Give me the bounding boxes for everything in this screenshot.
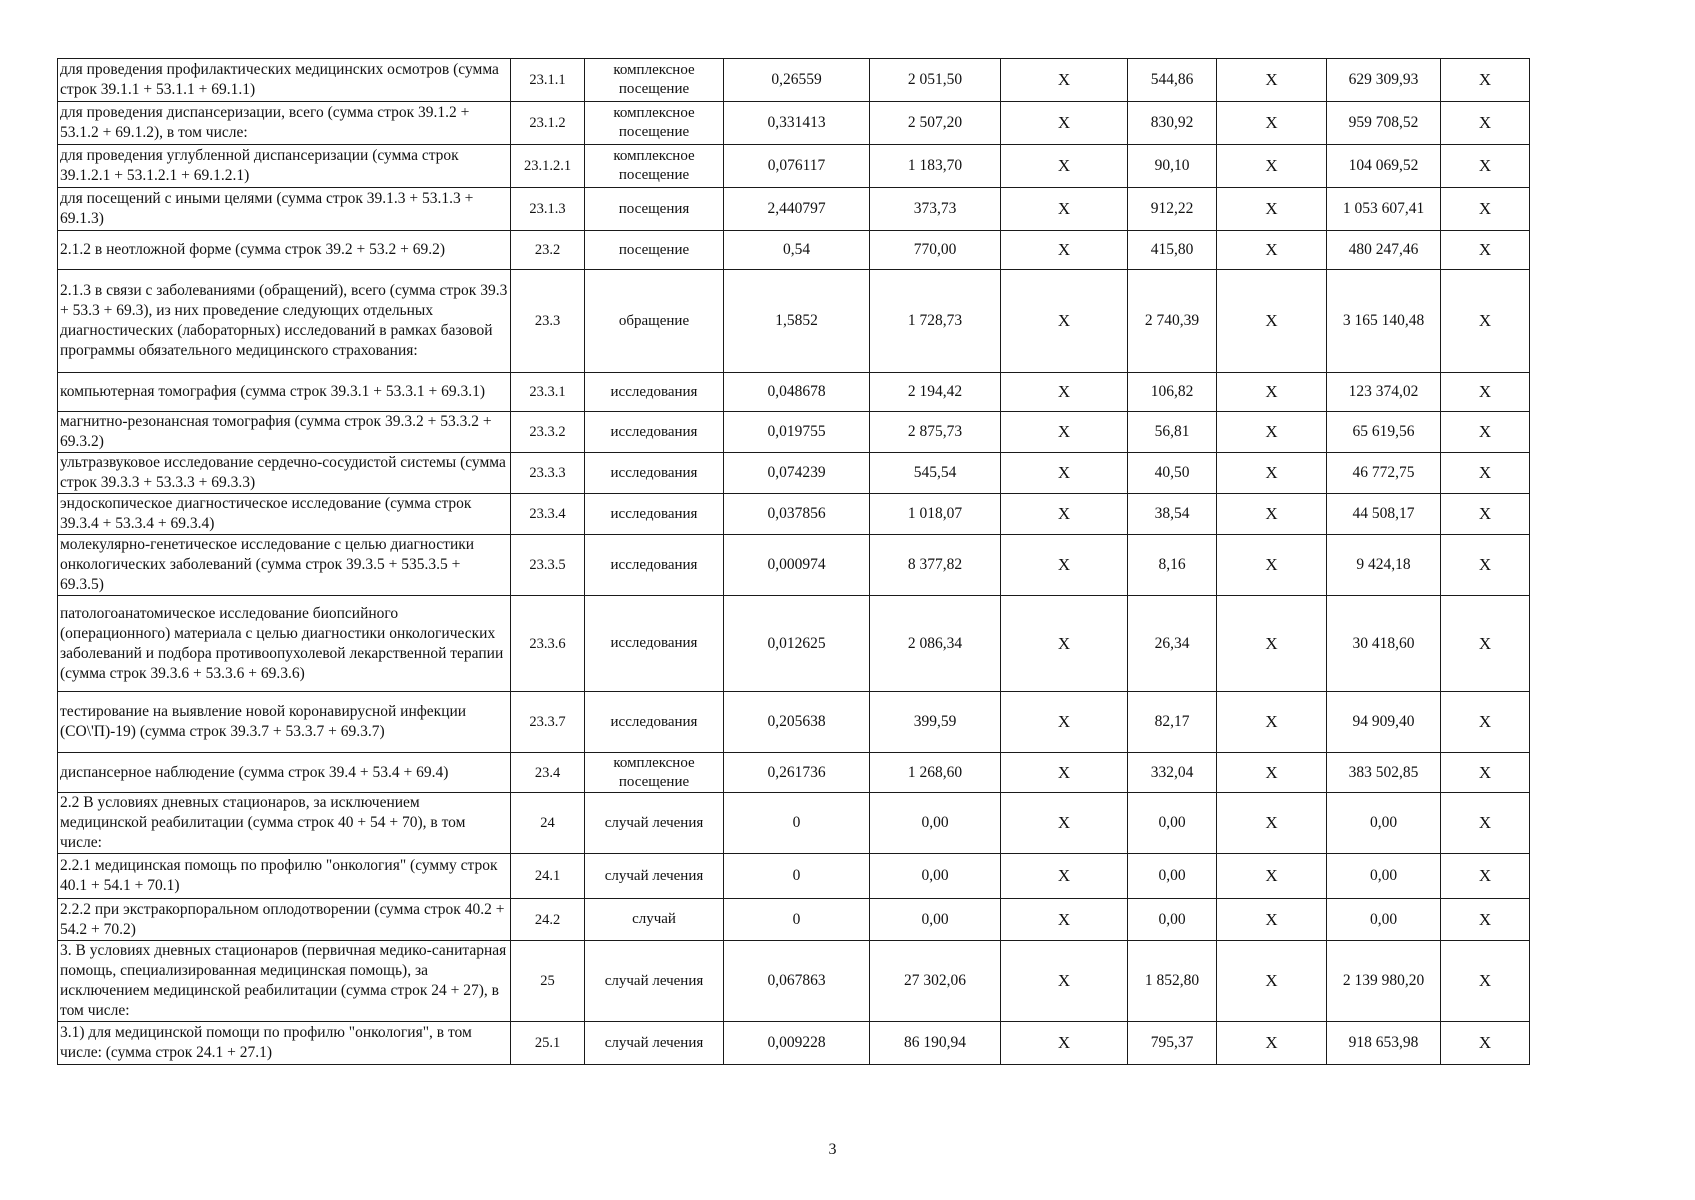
cost-cell: 1 018,07	[870, 494, 1001, 535]
x-mark-cell: Х	[1441, 899, 1530, 941]
per-capita-cell: 0,00	[1128, 793, 1217, 854]
x-mark-cell: Х	[1001, 753, 1128, 793]
norm-cell: 0,019755	[724, 412, 870, 453]
cost-cell: 770,00	[870, 231, 1001, 270]
cost-cell: 1 268,60	[870, 753, 1001, 793]
table-row	[58, 753, 1530, 793]
x-mark-cell: Х	[1217, 494, 1327, 535]
x-mark-cell: Х	[1001, 102, 1128, 145]
norm-cell: 0	[724, 793, 870, 854]
row-code-cell: 23.3.4	[511, 494, 585, 535]
row-code-cell: 24.1	[511, 854, 585, 899]
per-capita-cell: 912,22	[1128, 188, 1217, 231]
total-cell: 0,00	[1327, 854, 1441, 899]
row-name-cell: 2.2.2 при экстракорпоральном оплодотворении (сумма строк 40.2 + 54.2 + 70.2)	[58, 899, 511, 941]
row-name-cell: для проведения углубленной диспансеризации (сумма строк 39.1.2.1 + 53.1.2.1 + 69.1.2.1)	[58, 145, 511, 188]
x-mark-cell: Х	[1217, 453, 1327, 494]
row-code-cell: 23.3.5	[511, 535, 585, 596]
cost-cell: 373,73	[870, 188, 1001, 231]
cost-cell: 545,54	[870, 453, 1001, 494]
x-mark-cell: Х	[1217, 941, 1327, 1022]
cost-table	[57, 58, 1530, 1065]
x-mark-cell: Х	[1001, 373, 1128, 412]
cost-cell: 1 728,73	[870, 270, 1001, 373]
x-mark-cell: Х	[1001, 412, 1128, 453]
table-row	[58, 412, 1530, 453]
norm-cell: 0,074239	[724, 453, 870, 494]
x-mark-cell: Х	[1001, 188, 1128, 231]
row-name-cell: 3. В условиях дневных стационаров (первичная медико-санитарная помощь, специализированная медицинская помощь), за исключением медицинской реабилитации (сумма строк 24 + 27), в том числе:	[58, 941, 511, 1022]
cost-cell: 0,00	[870, 899, 1001, 941]
table-row	[58, 373, 1530, 412]
row-code-cell: 23.3	[511, 270, 585, 373]
table-row	[58, 102, 1530, 145]
table-row	[58, 596, 1530, 692]
x-mark-cell: Х	[1441, 453, 1530, 494]
unit-cell: исследования	[585, 535, 724, 596]
norm-cell: 0,26559	[724, 59, 870, 102]
unit-cell: комплексное посещение	[585, 59, 724, 102]
row-code-cell: 23.1.2	[511, 102, 585, 145]
per-capita-cell: 106,82	[1128, 373, 1217, 412]
cost-cell: 0,00	[870, 793, 1001, 854]
per-capita-cell: 0,00	[1128, 854, 1217, 899]
row-name-cell: для проведения диспансеризации, всего (сумма строк 39.1.2 + 53.1.2 + 69.1.2), в том числе:	[58, 102, 511, 145]
unit-cell: комплексное посещение	[585, 753, 724, 793]
cost-cell: 27 302,06	[870, 941, 1001, 1022]
cost-cell: 2 507,20	[870, 102, 1001, 145]
x-mark-cell: Х	[1441, 102, 1530, 145]
table-row	[58, 793, 1530, 854]
unit-cell: случай лечения	[585, 941, 724, 1022]
x-mark-cell: Х	[1217, 692, 1327, 753]
row-code-cell: 24	[511, 793, 585, 854]
x-mark-cell: Х	[1217, 412, 1327, 453]
x-mark-cell: Х	[1217, 899, 1327, 941]
table-row	[58, 59, 1530, 102]
row-code-cell: 23.3.7	[511, 692, 585, 753]
unit-cell: комплексное посещение	[585, 102, 724, 145]
per-capita-cell: 415,80	[1128, 231, 1217, 270]
unit-cell: исследования	[585, 373, 724, 412]
x-mark-cell: Х	[1001, 231, 1128, 270]
row-code-cell: 23.1.2.1	[511, 145, 585, 188]
x-mark-cell: Х	[1001, 793, 1128, 854]
table-row	[58, 854, 1530, 899]
x-mark-cell: Х	[1217, 753, 1327, 793]
total-cell: 959 708,52	[1327, 102, 1441, 145]
x-mark-cell: Х	[1441, 412, 1530, 453]
total-cell: 383 502,85	[1327, 753, 1441, 793]
row-code-cell: 25	[511, 941, 585, 1022]
x-mark-cell: Х	[1217, 854, 1327, 899]
per-capita-cell: 40,50	[1128, 453, 1217, 494]
x-mark-cell: Х	[1441, 854, 1530, 899]
unit-cell: случай лечения	[585, 793, 724, 854]
x-mark-cell: Х	[1441, 494, 1530, 535]
per-capita-cell: 38,54	[1128, 494, 1217, 535]
cost-cell: 86 190,94	[870, 1022, 1001, 1065]
table-row	[58, 453, 1530, 494]
unit-cell: случай лечения	[585, 1022, 724, 1065]
total-cell: 480 247,46	[1327, 231, 1441, 270]
row-code-cell: 25.1	[511, 1022, 585, 1065]
per-capita-cell: 544,86	[1128, 59, 1217, 102]
row-name-cell: магнитно-резонансная томография (сумма строк 39.3.2 + 53.3.2 + 69.3.2)	[58, 412, 511, 453]
unit-cell: посещение	[585, 231, 724, 270]
row-code-cell: 23.2	[511, 231, 585, 270]
table-row	[58, 188, 1530, 231]
x-mark-cell: Х	[1001, 494, 1128, 535]
norm-cell: 0,012625	[724, 596, 870, 692]
norm-cell: 0	[724, 854, 870, 899]
row-code-cell: 23.3.2	[511, 412, 585, 453]
norm-cell: 0,205638	[724, 692, 870, 753]
row-name-cell: 2.1.2 в неотложной форме (сумма строк 39.2 + 53.2 + 69.2)	[58, 231, 511, 270]
row-code-cell: 23.3.6	[511, 596, 585, 692]
total-cell: 3 165 140,48	[1327, 270, 1441, 373]
per-capita-cell: 830,92	[1128, 102, 1217, 145]
norm-cell: 1,5852	[724, 270, 870, 373]
x-mark-cell: Х	[1001, 453, 1128, 494]
row-name-cell: 2.2.1 медицинская помощь по профилю "онкология" (сумму строк 40.1 + 54.1 + 70.1)	[58, 854, 511, 899]
norm-cell: 0,000974	[724, 535, 870, 596]
x-mark-cell: Х	[1001, 854, 1128, 899]
x-mark-cell: Х	[1217, 373, 1327, 412]
row-name-cell: молекулярно-генетическое исследование с целью диагностики онкологических заболеваний (сумма строк 39.3.5 + 535.3.5 + 69.3.5)	[58, 535, 511, 596]
per-capita-cell: 56,81	[1128, 412, 1217, 453]
x-mark-cell: Х	[1001, 596, 1128, 692]
x-mark-cell: Х	[1001, 59, 1128, 102]
norm-cell: 0,037856	[724, 494, 870, 535]
x-mark-cell: Х	[1441, 145, 1530, 188]
x-mark-cell: Х	[1441, 941, 1530, 1022]
unit-cell: исследования	[585, 596, 724, 692]
unit-cell: посещения	[585, 188, 724, 231]
table-row	[58, 692, 1530, 753]
total-cell: 629 309,93	[1327, 59, 1441, 102]
row-name-cell: ультразвуковое исследование сердечно-сосудистой системы (сумма строк 39.3.3 + 53.3.3 + 69.3.3)	[58, 453, 511, 494]
table-row	[58, 1022, 1530, 1065]
page-number: 3	[828, 1141, 837, 1158]
x-mark-cell: Х	[1441, 535, 1530, 596]
row-code-cell: 23.4	[511, 753, 585, 793]
total-cell: 0,00	[1327, 899, 1441, 941]
per-capita-cell: 26,34	[1128, 596, 1217, 692]
total-cell: 1 053 607,41	[1327, 188, 1441, 231]
x-mark-cell: Х	[1441, 231, 1530, 270]
norm-cell: 0,048678	[724, 373, 870, 412]
unit-cell: комплексное посещение	[585, 145, 724, 188]
x-mark-cell: Х	[1217, 188, 1327, 231]
row-name-cell: 2.1.3 в связи с заболеваниями (обращений), всего (сумма строк 39.3 + 53.3 + 69.3), из них проведение следующих отдельных диагностических (лабораторных) исследований в рамках базовой программы обязательного медицинского страхования:	[58, 270, 511, 373]
total-cell: 44 508,17	[1327, 494, 1441, 535]
x-mark-cell: Х	[1217, 535, 1327, 596]
x-mark-cell: Х	[1441, 270, 1530, 373]
row-name-cell: диспансерное наблюдение (сумма строк 39.4 + 53.4 + 69.4)	[58, 753, 511, 793]
total-cell: 918 653,98	[1327, 1022, 1441, 1065]
x-mark-cell: Х	[1001, 535, 1128, 596]
x-mark-cell: Х	[1001, 145, 1128, 188]
table-row	[58, 941, 1530, 1022]
table-row	[58, 494, 1530, 535]
x-mark-cell: Х	[1441, 692, 1530, 753]
norm-cell: 0,076117	[724, 145, 870, 188]
cost-cell: 2 086,34	[870, 596, 1001, 692]
x-mark-cell: Х	[1001, 899, 1128, 941]
cost-cell: 1 183,70	[870, 145, 1001, 188]
per-capita-cell: 2 740,39	[1128, 270, 1217, 373]
total-cell: 30 418,60	[1327, 596, 1441, 692]
x-mark-cell: Х	[1441, 1022, 1530, 1065]
total-cell: 0,00	[1327, 793, 1441, 854]
per-capita-cell: 90,10	[1128, 145, 1217, 188]
row-name-cell: 3.1) для медицинской помощи по профилю "онкология", в том числе: (сумма строк 24.1 + 27.1)	[58, 1022, 511, 1065]
x-mark-cell: Х	[1217, 793, 1327, 854]
norm-cell: 0,067863	[724, 941, 870, 1022]
row-name-cell: для проведения профилактических медицинских осмотров (сумма строк 39.1.1 + 53.1.1 + 69.1.1)	[58, 59, 511, 102]
x-mark-cell: Х	[1217, 270, 1327, 373]
table-row	[58, 145, 1530, 188]
per-capita-cell: 0,00	[1128, 899, 1217, 941]
per-capita-cell: 1 852,80	[1128, 941, 1217, 1022]
table-row	[58, 899, 1530, 941]
norm-cell: 0	[724, 899, 870, 941]
unit-cell: исследования	[585, 412, 724, 453]
row-name-cell: компьютерная томография (сумма строк 39.3.1 + 53.3.1 + 69.3.1)	[58, 373, 511, 412]
total-cell: 123 374,02	[1327, 373, 1441, 412]
cost-cell: 0,00	[870, 854, 1001, 899]
per-capita-cell: 82,17	[1128, 692, 1217, 753]
row-code-cell: 24.2	[511, 899, 585, 941]
table-body	[58, 59, 1530, 1065]
norm-cell: 2,440797	[724, 188, 870, 231]
x-mark-cell: Х	[1441, 188, 1530, 231]
x-mark-cell: Х	[1217, 596, 1327, 692]
cost-cell: 2 875,73	[870, 412, 1001, 453]
x-mark-cell: Х	[1217, 102, 1327, 145]
total-cell: 46 772,75	[1327, 453, 1441, 494]
per-capita-cell: 8,16	[1128, 535, 1217, 596]
per-capita-cell: 795,37	[1128, 1022, 1217, 1065]
x-mark-cell: Х	[1001, 270, 1128, 373]
table-row	[58, 270, 1530, 373]
unit-cell: случай лечения	[585, 854, 724, 899]
row-code-cell: 23.1.3	[511, 188, 585, 231]
x-mark-cell: Х	[1441, 793, 1530, 854]
unit-cell: исследования	[585, 494, 724, 535]
total-cell: 94 909,40	[1327, 692, 1441, 753]
norm-cell: 0,331413	[724, 102, 870, 145]
cost-cell: 2 051,50	[870, 59, 1001, 102]
total-cell: 104 069,52	[1327, 145, 1441, 188]
row-name-cell: эндоскопическое диагностическое исследование (сумма строк 39.3.4 + 53.3.4 + 69.3.4)	[58, 494, 511, 535]
x-mark-cell: Х	[1001, 941, 1128, 1022]
norm-cell: 0,261736	[724, 753, 870, 793]
row-name-cell: тестирование на выявление новой коронавирусной инфекции (CO\'П)-19) (сумма строк 39.3.7 + 53.3.7 + 69.3.7)	[58, 692, 511, 753]
table-row	[58, 231, 1530, 270]
x-mark-cell: Х	[1217, 1022, 1327, 1065]
row-name-cell: для посещений с иными целями (сумма строк 39.1.3 + 53.1.3 + 69.1.3)	[58, 188, 511, 231]
table-row	[58, 535, 1530, 596]
x-mark-cell: Х	[1441, 373, 1530, 412]
x-mark-cell: Х	[1001, 1022, 1128, 1065]
row-code-cell: 23.3.3	[511, 453, 585, 494]
norm-cell: 0,54	[724, 231, 870, 270]
row-code-cell: 23.1.1	[511, 59, 585, 102]
row-name-cell: 2.2 В условиях дневных стационаров, за исключением медицинской реабилитации (сумма строк 40 + 54 + 70), в том числе:	[58, 793, 511, 854]
x-mark-cell: Х	[1217, 59, 1327, 102]
unit-cell: исследования	[585, 453, 724, 494]
total-cell: 9 424,18	[1327, 535, 1441, 596]
cost-cell: 2 194,42	[870, 373, 1001, 412]
unit-cell: случай	[585, 899, 724, 941]
norm-cell: 0,009228	[724, 1022, 870, 1065]
x-mark-cell: Х	[1217, 145, 1327, 188]
document-sheet	[57, 58, 1529, 1065]
x-mark-cell: Х	[1217, 231, 1327, 270]
total-cell: 2 139 980,20	[1327, 941, 1441, 1022]
cost-cell: 8 377,82	[870, 535, 1001, 596]
x-mark-cell: Х	[1441, 753, 1530, 793]
row-name-cell: патологоанатомическое исследование биопсийного (операционного) материала с целью диагностики онкологических заболеваний и подбора противоопухолевой лекарственной терапии (сумма строк 39.3.6 + 53.3.6 + 69.3.6)	[58, 596, 511, 692]
x-mark-cell: Х	[1441, 59, 1530, 102]
row-code-cell: 23.3.1	[511, 373, 585, 412]
per-capita-cell: 332,04	[1128, 753, 1217, 793]
cost-cell: 399,59	[870, 692, 1001, 753]
x-mark-cell: Х	[1441, 596, 1530, 692]
unit-cell: обращение	[585, 270, 724, 373]
total-cell: 65 619,56	[1327, 412, 1441, 453]
unit-cell: исследования	[585, 692, 724, 753]
x-mark-cell: Х	[1001, 692, 1128, 753]
